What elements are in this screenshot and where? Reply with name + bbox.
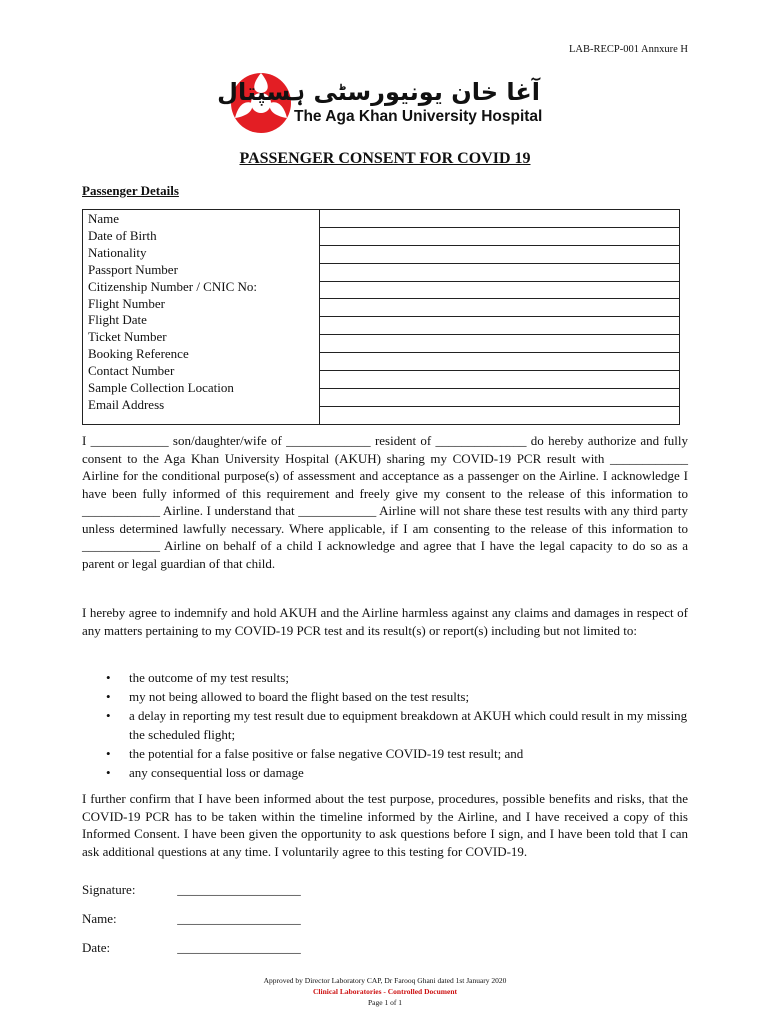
date-label: Date: bbox=[82, 940, 111, 955]
confirm-paragraph: I further confirm that I have been informed about the test purpose, procedures, possible benefits and risks, that the COVID-19 PCR has to be taken within the timeline informed by the Airline, and I have received a copy of this Informed Consent. I have been given the opportunity to ask questions before I sign, and I have been told that I can ask additional questions at any time. I voluntarily agree to this testing for COVID-19. bbox=[82, 791, 688, 859]
signature-row bbox=[82, 882, 301, 898]
ticket-number-value-field[interactable] bbox=[320, 335, 679, 353]
flight-number-value-field[interactable] bbox=[320, 299, 679, 317]
list-item-text: the potential for a false positive or false negative COVID-19 test result; and bbox=[129, 746, 524, 761]
signature-blank-field[interactable]: ___________________ bbox=[177, 882, 301, 897]
indemnity-list bbox=[82, 668, 688, 782]
field-label-contact-number: Contact Number bbox=[88, 363, 175, 379]
date-row bbox=[82, 940, 301, 956]
flight-date-value-field[interactable] bbox=[320, 317, 679, 335]
name-row bbox=[82, 911, 301, 927]
list-item bbox=[82, 668, 688, 687]
list-item bbox=[82, 687, 688, 706]
bullet-icon: • bbox=[106, 746, 111, 761]
passport-value-field[interactable] bbox=[320, 264, 679, 282]
field-label-flight-date: Flight Date bbox=[88, 312, 147, 328]
field-label-nationality: Nationality bbox=[88, 244, 147, 260]
list-item-text: a delay in reporting my test result due to equipment breakdown at AKUH which could result in my missing the scheduled flight; bbox=[129, 708, 688, 742]
bullet-icon: • bbox=[106, 689, 111, 704]
signature-label: Signature: bbox=[82, 882, 136, 897]
name-value-field[interactable] bbox=[320, 210, 679, 228]
document-code: LAB-RECP-001 Annxure H bbox=[569, 44, 688, 55]
field-values-column bbox=[320, 210, 680, 425]
page-number: Page 1 of 1 bbox=[368, 998, 402, 1007]
sample-location-value-field[interactable] bbox=[320, 389, 679, 407]
nationality-value-field[interactable] bbox=[320, 246, 679, 264]
field-label-cnic: Citizenship Number / CNIC No: bbox=[88, 278, 257, 294]
date-blank-field[interactable]: ___________________ bbox=[177, 940, 301, 955]
bullet-icon: • bbox=[106, 708, 111, 723]
email-value-field[interactable] bbox=[320, 407, 679, 424]
booking-reference-value-field[interactable] bbox=[320, 353, 679, 371]
list-item bbox=[82, 744, 688, 763]
field-label-sample-location: Sample Collection Location bbox=[88, 380, 234, 396]
passenger-details-heading: Passenger Details bbox=[82, 183, 179, 198]
field-label-passport: Passport Number bbox=[88, 261, 178, 277]
list-item-text: my not being allowed to board the flight based on the test results; bbox=[129, 689, 470, 704]
logo-urdu-wordmark: آغا خان یونیورسٹی ہسپتال bbox=[217, 78, 540, 106]
list-item bbox=[82, 706, 688, 744]
field-label-booking-reference: Booking Reference bbox=[88, 346, 189, 362]
field-label-flight-number: Flight Number bbox=[88, 295, 165, 311]
passenger-details-table bbox=[82, 209, 680, 425]
approval-note: Approved by Director Laboratory CAP, Dr Farooq Ghani dated 1st January 2020 bbox=[263, 976, 507, 985]
bullet-icon: • bbox=[106, 765, 111, 780]
consent-paragraph: I ____________ son/daughter/wife of _____________ resident of ______________ do hereby authorize and fully consent to the Aga Khan University Hospital (AKUH) sharing my COVID-19 PCR result with ____________ Airline for the conditional purpose(s) of assessment and acceptance as a passenger on the Airline. I acknowledge I have been fully informed of this requirement and freely give my consent to the release of this information to ____________ Airline. I understand that ____________ Airline will not share these test results with any third party unless determined lawfully necessary. Where applicable, if I am consenting to the release of this information to ____________ Airline on behalf of a child I acknowledge and agree that I have the legal capacity to do so as a parent or legal guardian of that child. bbox=[82, 433, 688, 571]
page-footer bbox=[0, 975, 770, 1008]
field-label-ticket-number: Ticket Number bbox=[88, 329, 167, 345]
field-labels-column bbox=[83, 210, 320, 425]
bullet-icon: • bbox=[106, 670, 111, 685]
name-blank-field[interactable]: ___________________ bbox=[177, 911, 301, 926]
page-title: PASSENGER CONSENT FOR COVID 19 bbox=[239, 150, 531, 167]
controlled-document-note: Clinical Laboratories - Controlled Document bbox=[312, 987, 458, 996]
field-label-dob: Date of Birth bbox=[88, 227, 157, 243]
contact-number-value-field[interactable] bbox=[320, 371, 679, 389]
cnic-value-field[interactable] bbox=[320, 282, 679, 300]
list-item bbox=[82, 763, 688, 782]
list-item-text: any consequential loss or damage bbox=[129, 765, 304, 780]
logo-english-wordmark: The Aga Khan University Hospital bbox=[294, 108, 543, 125]
field-label-email: Email Address bbox=[88, 396, 165, 412]
indemnify-paragraph: I hereby agree to indemnify and hold AKUH and the Airline harmless against any claims and damages in respect of any matters pertaining to my COVID-19 PCR test and its result(s) or report(s) including but not limited to: bbox=[82, 605, 688, 638]
list-item-text: the outcome of my test results; bbox=[129, 670, 289, 685]
name-label: Name: bbox=[82, 911, 117, 926]
field-label-name: Name bbox=[88, 211, 120, 226]
dob-value-field[interactable] bbox=[320, 228, 679, 246]
